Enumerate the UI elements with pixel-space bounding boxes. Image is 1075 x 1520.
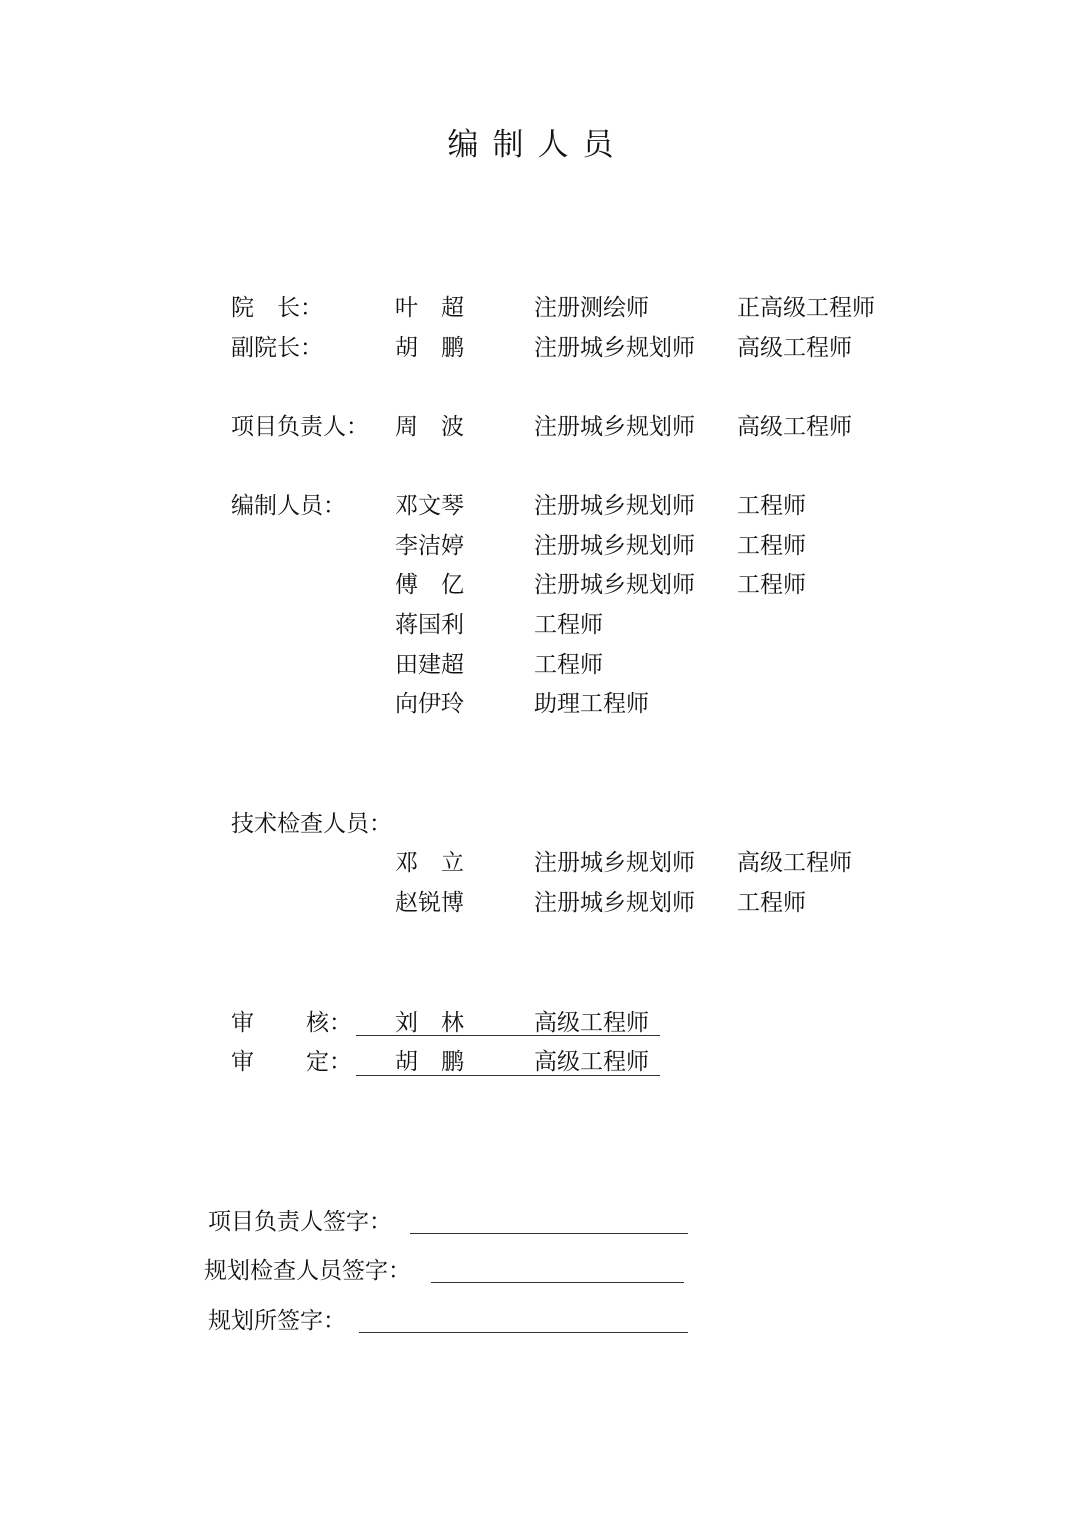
signature-label: 规划所签字： [208, 1308, 346, 1334]
rank: 高级工程师 [737, 335, 852, 361]
role-label: 院 长： [231, 295, 323, 321]
qualification: 注册城乡规划师 [534, 335, 695, 361]
qualification: 工程师 [534, 612, 603, 638]
person-name: 赵锐博 [395, 890, 464, 916]
rank: 工程师 [737, 533, 806, 559]
signature-line-planning-office[interactable] [359, 1332, 688, 1333]
qualification: 注册城乡规划师 [534, 572, 695, 598]
rank: 高级工程师 [534, 1049, 649, 1075]
rank: 工程师 [737, 572, 806, 598]
person-name: 邓 立 [395, 850, 464, 876]
rank: 高级工程师 [534, 1010, 649, 1036]
qualification: 注册城乡规划师 [534, 890, 695, 916]
qualification: 注册城乡规划师 [534, 533, 695, 559]
page-title: 编制人员 [447, 127, 628, 163]
qualification: 注册城乡规划师 [534, 493, 695, 519]
person-name: 胡 鹏 [395, 335, 464, 361]
qualification: 注册测绘师 [534, 295, 649, 321]
signature-label: 项目负责人签字： [208, 1209, 392, 1235]
person-name: 蒋国利 [395, 612, 464, 638]
role-label: 技术检查人员： [231, 811, 392, 837]
signature-line-project-lead[interactable] [410, 1233, 688, 1234]
person-name: 周 波 [395, 414, 464, 440]
person-name: 向伊玲 [395, 691, 464, 717]
rank: 高级工程师 [737, 414, 852, 440]
qualification: 助理工程师 [534, 691, 649, 717]
role-label-b: 核： [306, 1010, 352, 1036]
role-label-a: 审 [231, 1010, 254, 1036]
signature-line-planning-check[interactable] [431, 1282, 684, 1283]
qualification: 注册城乡规划师 [534, 850, 695, 876]
person-name: 傅 亿 [395, 572, 464, 598]
person-name: 胡 鹏 [395, 1049, 464, 1075]
person-name: 李洁婷 [395, 533, 464, 559]
rank: 高级工程师 [737, 850, 852, 876]
role-label: 编制人员： [231, 493, 346, 519]
signature-label: 规划检查人员签字： [204, 1258, 411, 1284]
person-name: 刘 林 [395, 1010, 464, 1036]
role-label-a: 审 [231, 1049, 254, 1075]
role-label: 副院长： [231, 335, 323, 361]
qualification: 工程师 [534, 652, 603, 678]
approve-underline [356, 1075, 660, 1076]
rank: 正高级工程师 [737, 295, 875, 321]
review-underline [356, 1035, 660, 1036]
rank: 工程师 [737, 890, 806, 916]
person-name: 邓文琴 [395, 493, 464, 519]
person-name: 叶 超 [395, 295, 464, 321]
role-label: 项目负责人： [231, 414, 369, 440]
qualification: 注册城乡规划师 [534, 414, 695, 440]
role-label-b: 定： [306, 1049, 352, 1075]
rank: 工程师 [737, 493, 806, 519]
person-name: 田建超 [395, 652, 464, 678]
